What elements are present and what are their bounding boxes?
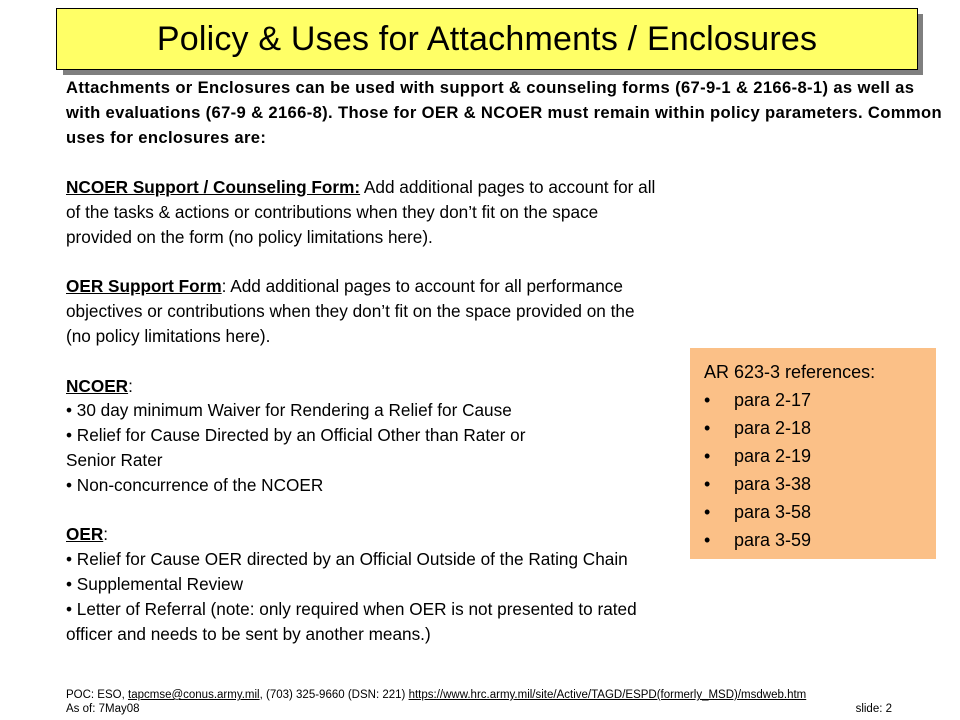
references-list [704,386,936,554]
ncoer-item: • 30 day minimum Waiver for Rendering a Relief for Cause [66,400,512,421]
ncoer-colon: : [128,375,133,396]
reference-label: para 2-17 [734,390,812,410]
bullet: • [704,530,711,550]
oer-item: • Letter of Referral (note: only required when OER is not presented to rated [66,598,637,619]
references-box [690,348,936,559]
reference-item [704,386,936,414]
ncoer-support-section [66,175,946,249]
ncoer-support-heading: NCOER Support / Counseling Form: [66,177,361,198]
ncoer-support-text: provided on the form (no policy limitations here). [66,226,433,247]
bullet: • [704,446,711,466]
reference-label: para 3-38 [734,474,812,494]
bullet: • [704,418,711,438]
reference-item [704,498,936,526]
reference-item [704,414,936,442]
reference-item [704,442,936,470]
phone-text: , (703) 325-9660 (DSN: 221) [259,689,409,701]
bullet: • [704,502,711,522]
ncoer-support-text: of the tasks & actions or contributions when they don’t fit on the space [66,201,599,222]
poc-label: POC: ESO, [66,689,128,701]
reference-label: para 2-18 [734,418,812,438]
reference-item [704,526,936,554]
footer [66,688,892,716]
ncoer-item: Senior Rater [66,449,163,470]
oer-item: officer and needs to be sent by another means.) [66,623,431,644]
oer-support-section [66,274,946,348]
reference-item [704,470,936,498]
oer-item: • Supplemental Review [66,573,244,594]
ncoer-item: • Non-concurrence of the NCOER [66,474,324,495]
ncoer-item: • Relief for Cause Directed by an Official Other than Rater or [66,425,526,446]
reference-label: para 3-58 [734,502,812,522]
intro-paragraph: Attachments or Enclosures can be used with support & counseling forms (67-9-1 & 2166-8-1) as well as with evaluations (67-9 & 2166-8). Those for OER & NCOER must remain within policy parameters. Common uses for enclosures are: [66,78,942,147]
ncoer-heading: NCOER [66,375,129,396]
title-banner [56,8,918,70]
slide-number: slide: 2 [855,703,892,715]
oer-support-heading: OER Support Form [66,276,222,297]
reference-label: para 3-59 [734,530,812,550]
page-title: Policy & Uses for Attachments / Enclosures [156,19,818,58]
reference-label: para 2-19 [734,446,812,466]
bullet: • [704,390,711,410]
oer-support-text: : Add additional pages to account for all performance [221,276,623,297]
oer-colon: : [103,524,109,545]
oer-item: • Relief for Cause OER directed by an Official Outside of the Rating Chain [66,549,628,570]
website-link[interactable]: https://www.hrc.army.mil/site/Active/TAGD/ESPD(formerly_MSD)/msdweb.htm [408,689,807,701]
ncoer-support-text: Add additional pages to account for all [360,177,656,198]
email-link[interactable]: tapcmse@conus.army.mil [128,689,260,701]
references-title: AR 623-3 references: [704,362,876,382]
bullet: • [704,474,711,494]
as-of-date: As of: 7May08 [66,703,140,715]
oer-heading: OER [66,524,104,545]
oer-support-text: objectives or contributions when they don’t fit on the space provided on the [66,301,635,322]
oer-support-text: (no policy limitations here). [66,325,271,346]
footer-poc-line [66,688,892,702]
